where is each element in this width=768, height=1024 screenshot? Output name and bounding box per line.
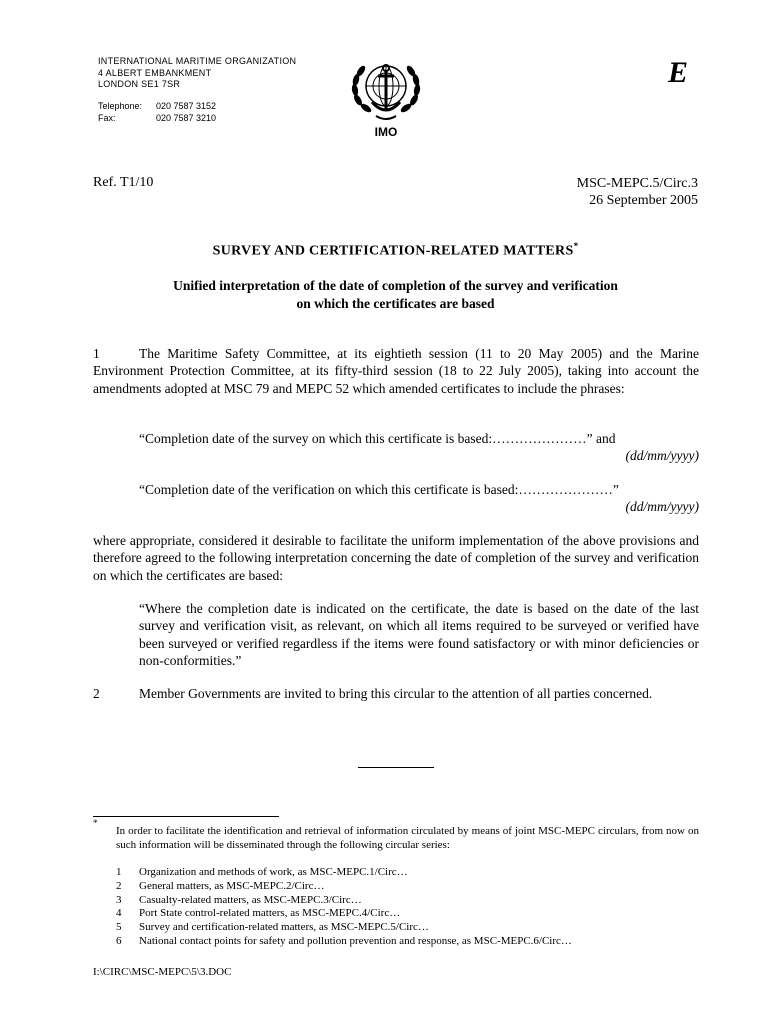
document-subtitle (93, 277, 698, 313)
fax-label: Fax: (98, 112, 116, 123)
paragraph-text: Member Governments are invited to bring this circular to the attention of all parties concerned. (139, 686, 653, 701)
file-path: I:\CIRC\MSC-MEPC\5\3.DOC (93, 966, 232, 978)
subtitle-line-2: on which the certificates are based (296, 296, 495, 311)
list-item: 3 Casualty-related matters, as MSC-MEPC.3/Circ… (116, 893, 362, 906)
quote-text: “Completion date of the survey on which this certificate is based:…………………” and (139, 431, 616, 446)
organization-address (98, 56, 296, 91)
quote-text: “Completion date of the verification on which this certificate is based:…………………” (139, 482, 619, 497)
quoted-phrase-verification (139, 481, 699, 516)
imo-logo-text: IMO (374, 125, 398, 139)
contact-details (98, 101, 216, 124)
paragraph-1 (93, 345, 699, 397)
date-format-hint: (dd/mm/yyyy) (625, 499, 699, 515)
title-footnote-mark: * (573, 241, 579, 251)
list-item: 4 Port State control-related matters, as MSC-MEPC.4/Circ… (116, 907, 401, 920)
paragraph-text: The Maritime Safety Committee, at its eightieth session (11 to 20 May 2005) and the Marine Environment Protection Committee, at its fifty-third session (18 to 22 July 2005), taking into account the amendments adopted at MSC 79 and MEPC 52 which amended certificates to include the phrases: (93, 346, 699, 396)
document-code: MSC-MEPC.5/Circ.3 (576, 176, 698, 191)
list-item: 2 General matters, as MSC-MEPC.2/Circ… (116, 879, 325, 892)
telephone-row (98, 101, 216, 113)
document-date: 26 September 2005 (589, 193, 698, 208)
list-item: 5 Survey and certification-related matters, as MSC-MEPC.5/Circ… (116, 921, 429, 934)
org-street: 4 ALBERT EMBANKMENT (98, 67, 212, 78)
org-city: LONDON SE1 7SR (98, 79, 181, 89)
reference-number: Ref. T1/10 (93, 175, 154, 190)
list-item: 6 National contact points for safety and pollution prevention and response, as MSC-MEPC.6/Circ… (116, 934, 572, 947)
quoted-phrase-survey (139, 430, 699, 465)
paragraph-2 (93, 685, 699, 702)
footnote-mark: * (93, 818, 98, 828)
footnote-text: In order to facilitate the identification and retrieval of information circulated by means of joint MSC-MEPC circulars, from now on such information will be disseminated through the following circular series: (116, 825, 699, 851)
org-name: INTERNATIONAL MARITIME ORGANIZATION (98, 56, 297, 66)
fax-row (98, 113, 216, 125)
telephone-label: Telephone: (98, 101, 143, 111)
language-indicator: E (668, 56, 689, 89)
list-item: 1 Organization and methods of work, as MSC-MEPC.1/Circ… (116, 866, 408, 878)
document-reference (577, 175, 698, 209)
telephone-number: 020 7587 3152 (156, 101, 217, 111)
circular-series-list (116, 866, 572, 949)
paragraph-1-continued: where appropriate, considered it desirable to facilitate the uniform implementation of the above provisions and therefore agreed to the following interpretation concerning the date of completion of the survey and verification on which the certificates are based: (93, 533, 699, 583)
footnote-divider (93, 816, 279, 817)
fax-number: 020 7587 3210 (156, 112, 217, 123)
paragraph-number: 2 (93, 686, 100, 701)
title-text: SURVEY AND CERTIFICATION-RELATED MATTERS (212, 243, 574, 259)
end-divider (358, 767, 434, 768)
imo-emblem-icon (346, 56, 426, 124)
date-format-hint: (dd/mm/yyyy) (625, 448, 699, 464)
subtitle-line-1: Unified interpretation of the date of completion of the survey and verification (173, 278, 618, 293)
document-title (93, 241, 698, 260)
paragraph-number: 1 (93, 346, 100, 361)
interpretation-quote: “Where the completion date is indicated on the certificate, the date is based on the date of the last survey and verification visit, as relevant, on which all items required to be surveyed or verified have been surveyed or verified regardless if the items were found satisfactory or with minor deficiencies or non-conformities.” (139, 601, 699, 668)
